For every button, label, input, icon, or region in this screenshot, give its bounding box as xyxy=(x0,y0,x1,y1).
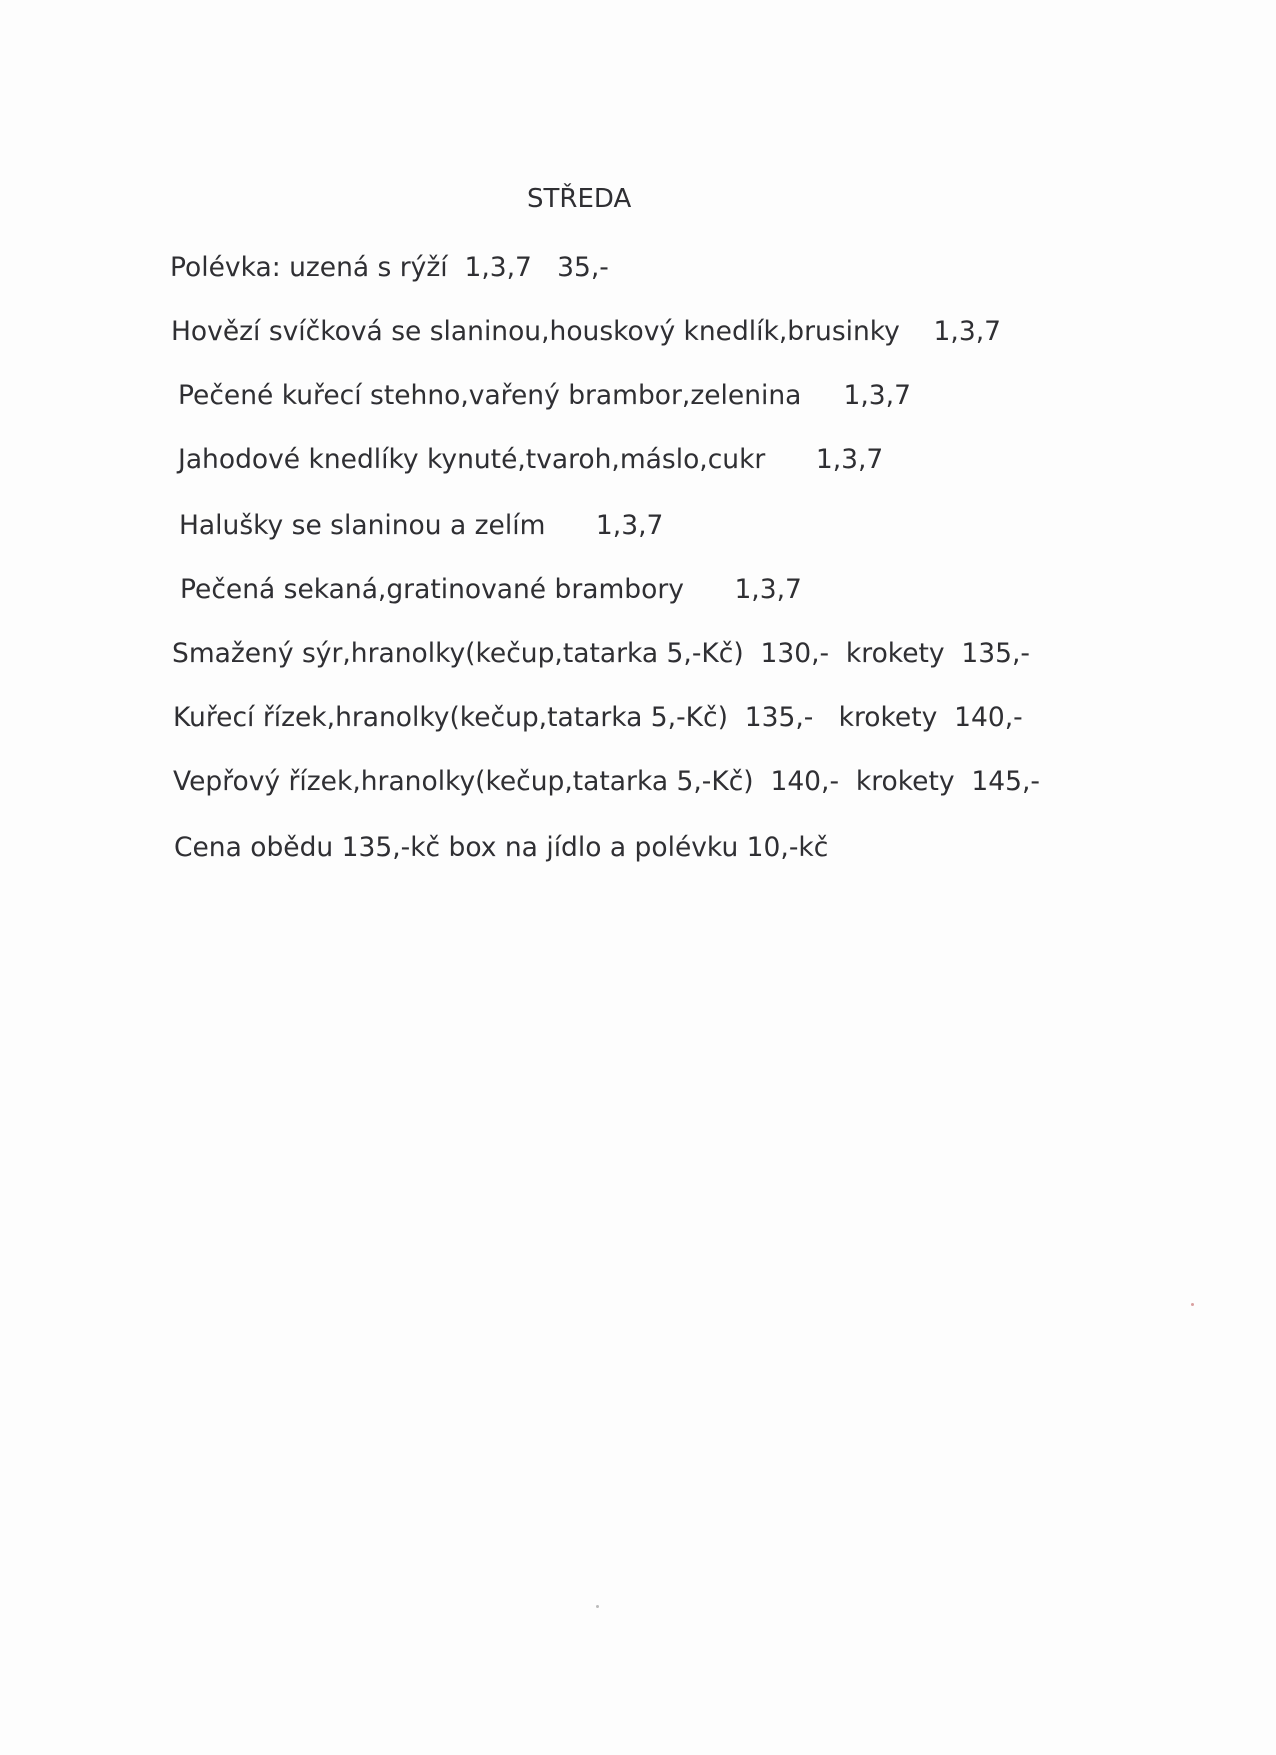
price-note-text: Cena obědu 135,-kč box na jídlo a polévku 10,-kč xyxy=(174,832,829,863)
menu-item xyxy=(178,444,883,475)
menu-item-text: Kuřecí řízek,hranolky(kečup,tatarka 5,-Kč) 135,- krokety 140,- xyxy=(173,702,1023,733)
soup-line xyxy=(170,252,609,283)
menu-item xyxy=(173,766,1040,797)
menu-item-text: Smažený sýr,hranolky(kečup,tatarka 5,-Kč) 130,- krokety 135,- xyxy=(172,638,1030,669)
scan-speck xyxy=(1191,1303,1194,1306)
menu-item-text: Halušky se slaninou a zelím 1,3,7 xyxy=(179,510,664,541)
menu-item xyxy=(172,638,1030,669)
menu-title: STŘEDA xyxy=(527,184,632,214)
menu-item xyxy=(179,510,663,541)
menu-item-text: Hovězí svíčková se slaninou,houskový knedlík,brusinky 1,3,7 xyxy=(171,316,1001,347)
scan-speck xyxy=(596,1605,599,1608)
menu-item-text: Pečené kuřecí stehno,vařený brambor,zelenina 1,3,7 xyxy=(178,380,911,411)
menu-item xyxy=(171,316,1001,347)
menu-item-text: Jahodové knedlíky kynuté,tvaroh,máslo,cukr 1,3,7 xyxy=(178,444,884,475)
soup-text: Polévka: uzená s rýží 1,3,7 35,- xyxy=(170,252,609,283)
price-note-line xyxy=(174,832,828,863)
menu-item-text: Vepřový řízek,hranolky(kečup,tatarka 5,-Kč) 140,- krokety 145,- xyxy=(173,766,1040,797)
menu-item-text: Pečená sekaná,gratinované brambory 1,3,7 xyxy=(180,574,802,605)
menu-item xyxy=(173,702,1023,733)
menu-item xyxy=(180,574,802,605)
menu-item xyxy=(178,380,911,411)
